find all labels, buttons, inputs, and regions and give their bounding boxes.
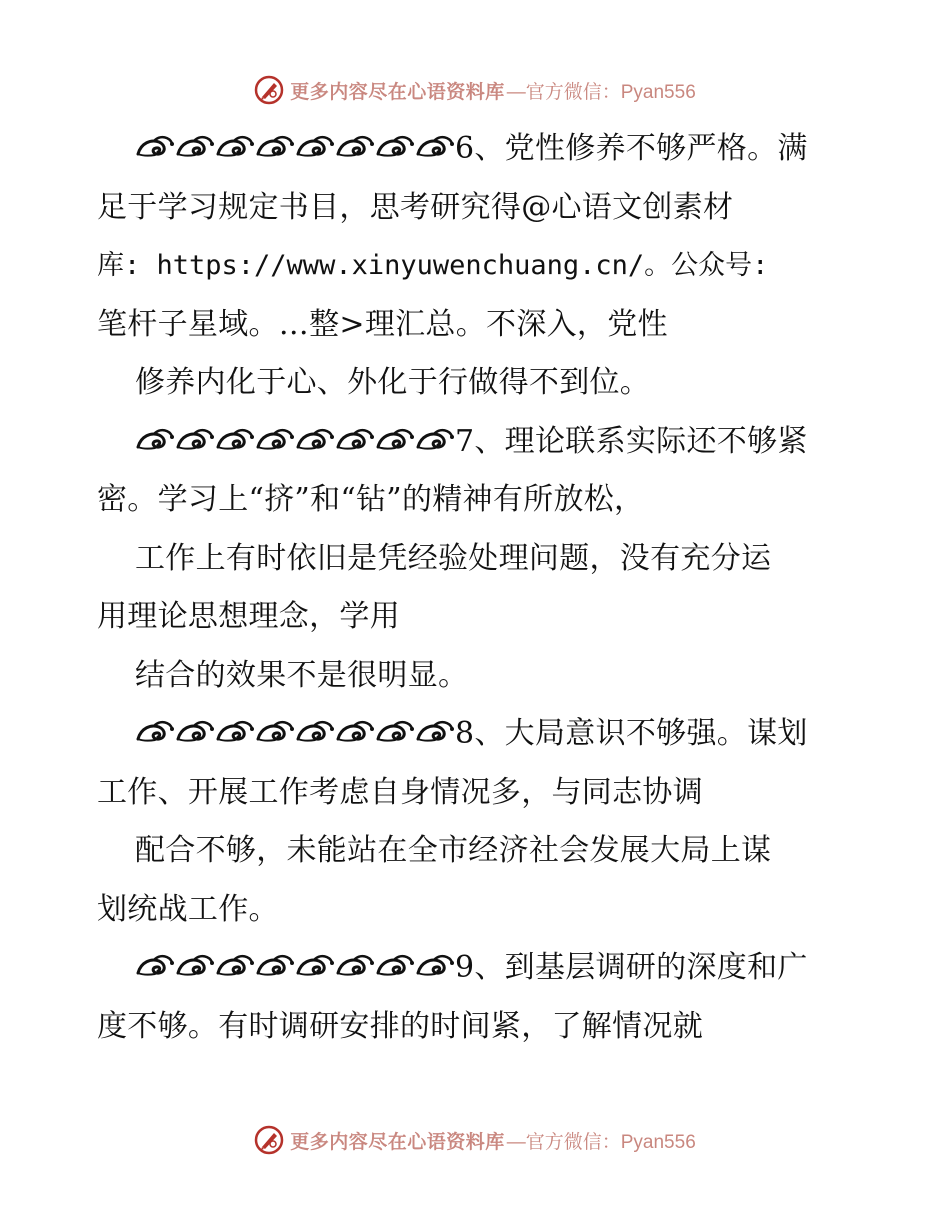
paragraph-7-line-3: 工作上有时依旧是凭经验处理问题，没有充分运 [135, 540, 772, 576]
floral-ornament-icon [135, 953, 455, 979]
header-wechat-text: —官方微信：Pyan556 [506, 81, 696, 103]
paragraph-6-line-1 [97, 120, 857, 179]
paragraph-6-line-5: 修养内化于心、外化于行做得不到位。 [135, 365, 651, 400]
paragraph-7-line-5: 结合的效果不是很明显。 [135, 657, 469, 693]
floral-ornament-icon [135, 134, 455, 160]
floral-ornament-icon [135, 719, 455, 745]
footer-watermark [0, 1120, 950, 1160]
floral-ornament-icon [135, 427, 455, 453]
pen-logo-icon [254, 1125, 284, 1155]
footer-wechat-text: —官方微信：Pyan556 [506, 1131, 696, 1153]
paragraph-7-line-2: 密。学习上“挤”和“钻”的精神有所放松， [97, 482, 645, 517]
header-brand-text: 更多内容尽在心语资料库 [290, 80, 505, 103]
paragraph-7-line-1 [97, 413, 857, 472]
paragraph-8-line-3: 配合不够，未能站在全市经济社会发展大局上谋 [135, 833, 772, 868]
paragraph-8-line-4: 划统战工作。 [97, 891, 279, 927]
paragraph-7-line-4: 用理论思想理念，学用 [97, 599, 400, 634]
paragraph-9-line-1 [97, 939, 857, 998]
document-body [97, 120, 857, 1056]
paragraph-6-line-3: 库: https://www.xinyuwenchuang.cn/。公众号: [97, 250, 769, 281]
footer-brand-text: 更多内容尽在心语资料库 [290, 1130, 505, 1153]
paragraph-8-line-2: 工作、开展工作考虑自身情况多，与同志协调 [97, 774, 703, 810]
pen-logo-icon [254, 75, 284, 105]
paragraph-text: 8、大局意识不够强。谋划 [455, 716, 808, 751]
header-watermark [0, 70, 950, 110]
paragraph-6-line-4: 笔杆子星域。…整>理汇总。不深入，党性 [97, 306, 668, 342]
paragraph-text: 6、党性修养不够严格。满 [455, 131, 808, 166]
paragraph-6-line-2: 足于学习规定书目，思考研究得@心语文创素材 [97, 189, 734, 225]
paragraph-8-line-1 [97, 705, 857, 764]
paragraph-9-line-2: 度不够。有时调研安排的时间紧，了解情况就 [97, 1008, 703, 1044]
paragraph-text: 9、到基层调研的深度和广 [455, 950, 808, 985]
paragraph-text: 7、理论联系实际还不够紧 [455, 423, 808, 459]
